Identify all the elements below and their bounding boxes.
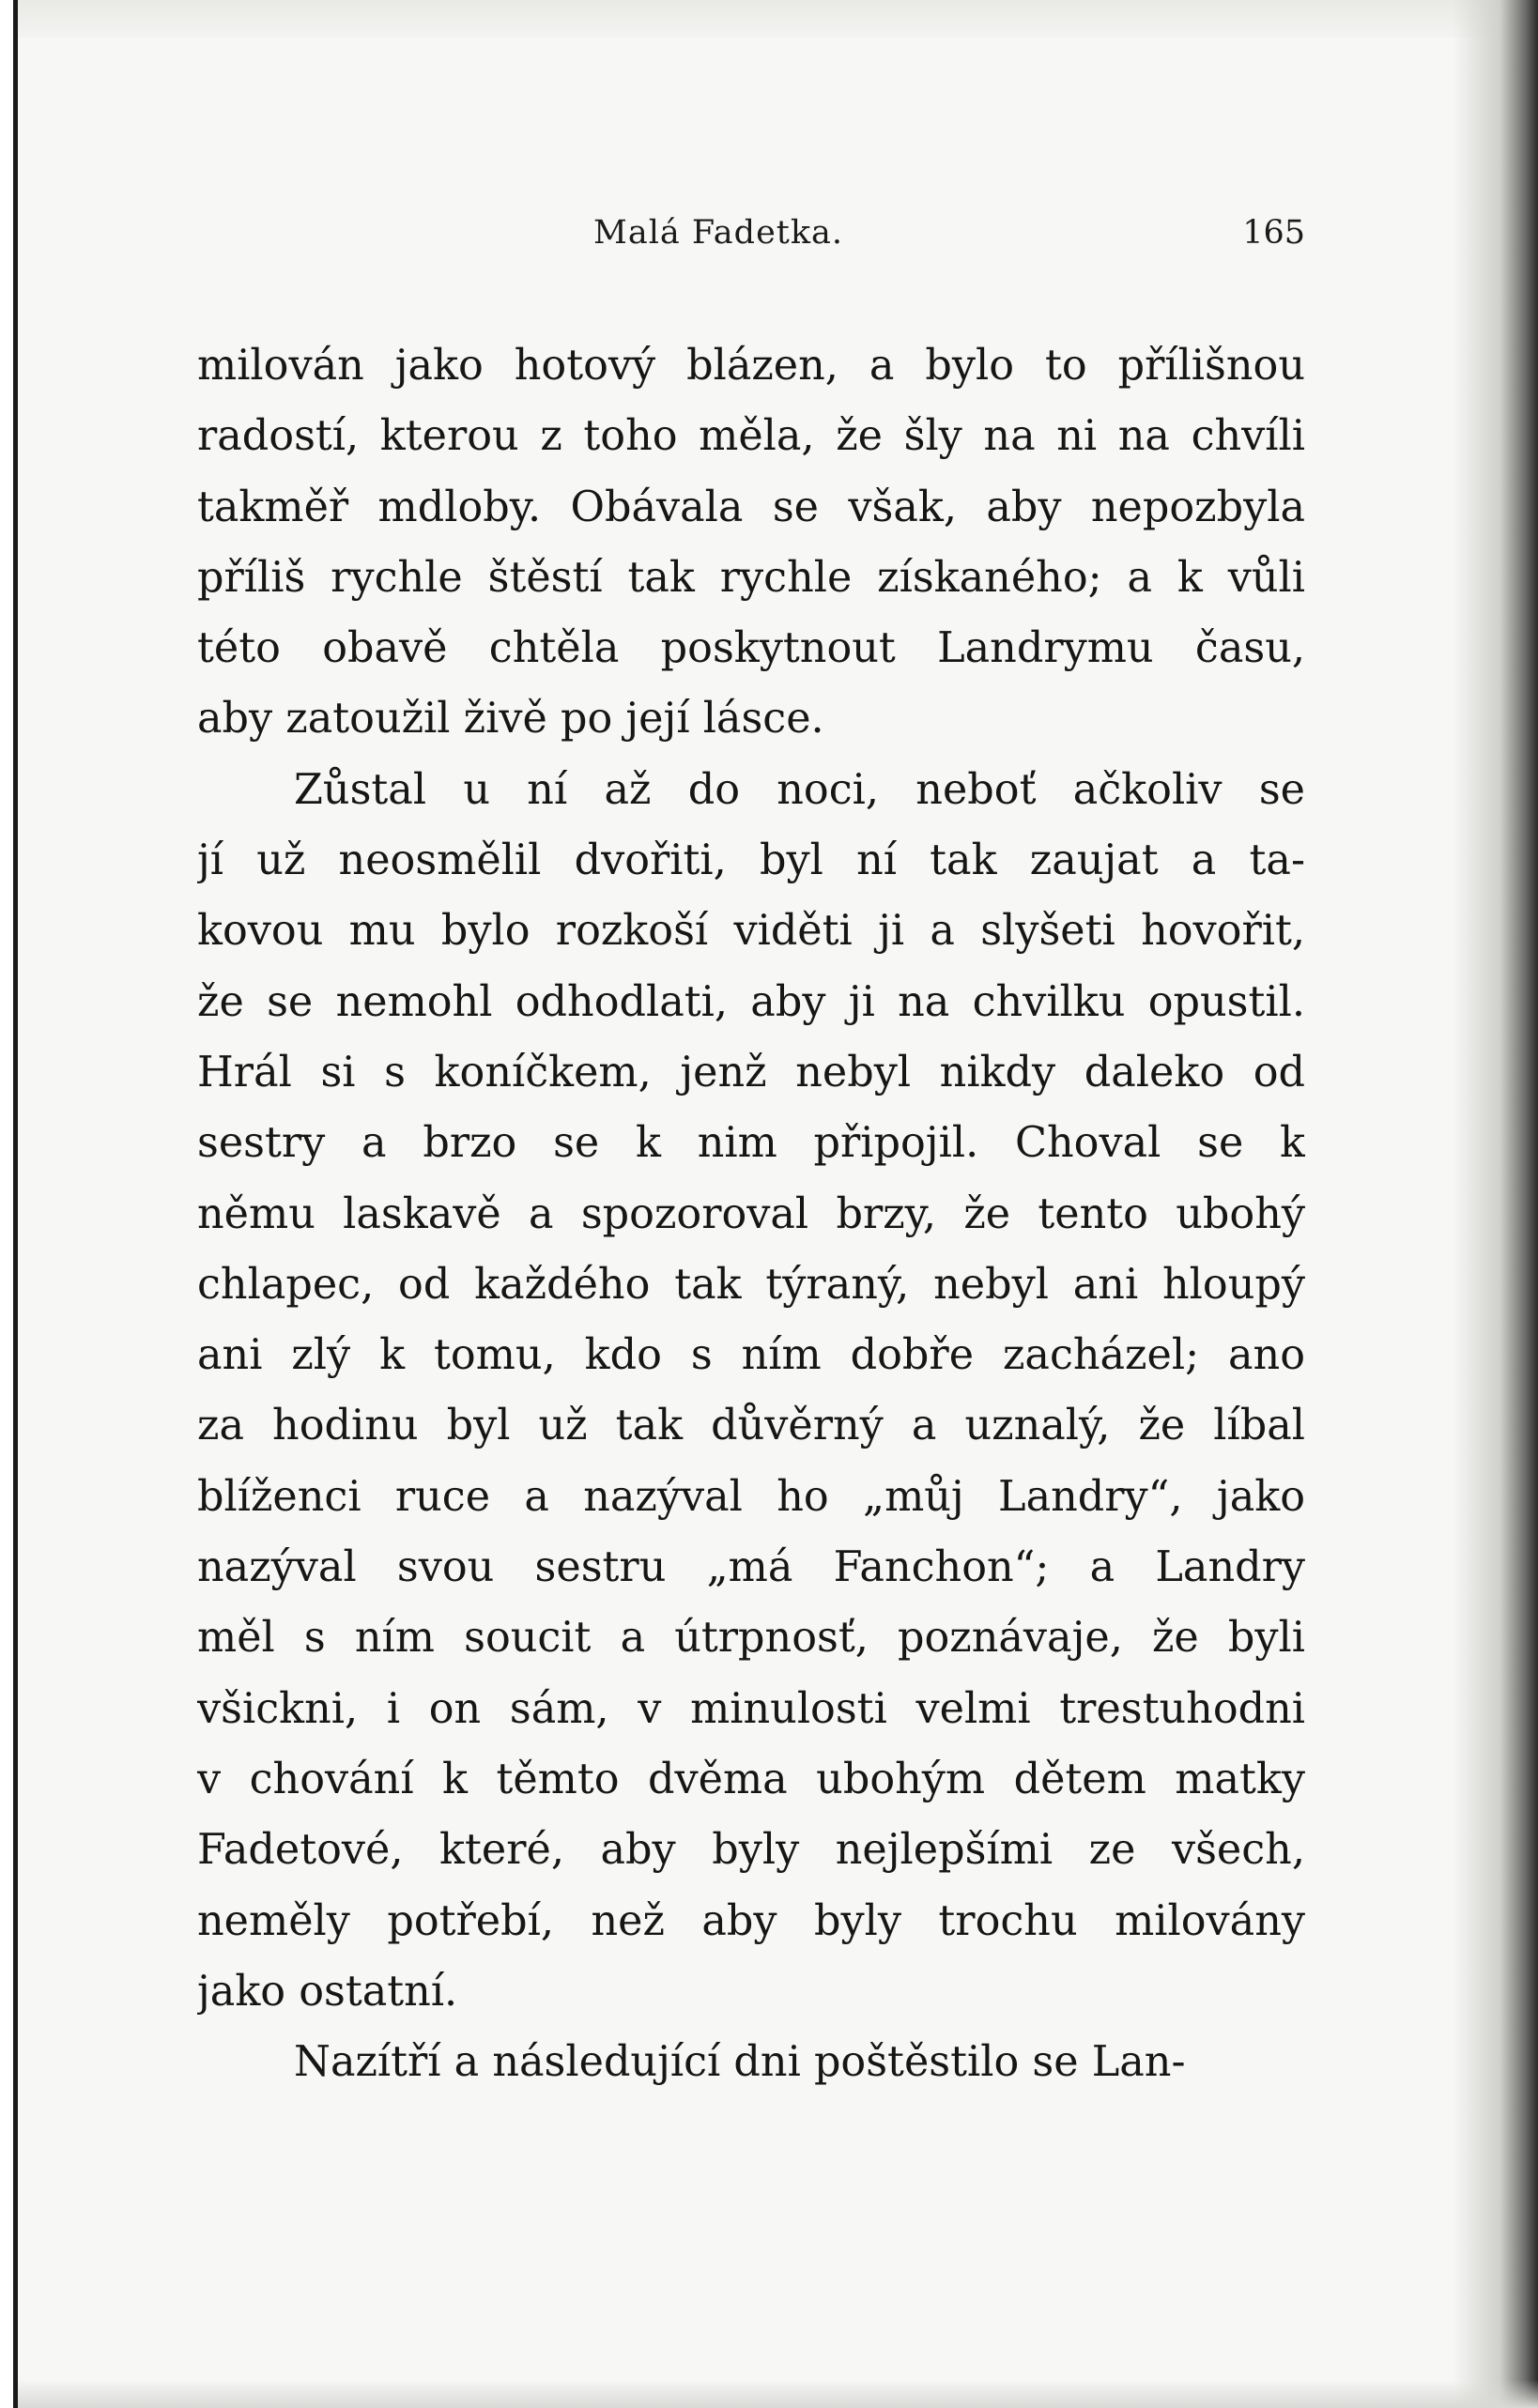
text-line: milován jako hotový blázen, a bylo to přílišnou xyxy=(197,342,1305,390)
text-line: této obavě chtěla poskytnout Landrymu času, xyxy=(197,624,1305,673)
text-line: ani zlý k tomu, kdo s ním dobře zacházel; ano xyxy=(197,1331,1305,1380)
page-bottom-shadow xyxy=(18,2380,1538,2408)
text-line: Fadetové, které, aby byly nejlepšími ze všech, xyxy=(197,1826,1305,1875)
paragraph-last-line: jako ostatní. xyxy=(197,1967,458,2016)
paragraph-last-line: aby zatoužil živě po její lásce. xyxy=(197,695,824,744)
page-right-shadow xyxy=(1453,0,1538,2408)
text-line: všickni, i on sám, v minulosti velmi trestuhodni xyxy=(197,1684,1305,1733)
paragraph-first-line: Zůstal u ní až do noci, neboť ačkoliv se xyxy=(294,765,1305,814)
paragraph-first-line: Nazítří a následující dni poštěstilo se Lan- xyxy=(294,2038,1186,2087)
text-line: měl s ním soucit a útrpnosť, poznávaje, že byli xyxy=(197,1614,1305,1663)
text-line: radostí, kterou z toho měla, že šly na ni na chvíli xyxy=(197,412,1305,461)
text-line: že se nemohl odhodlati, aby ji na chvilku opustil. xyxy=(197,977,1305,1026)
text-line: blíženci ruce a nazýval ho „můj Landry“, jako xyxy=(197,1472,1305,1521)
body-text xyxy=(197,330,1305,2097)
text-line: kovou mu bylo rozkoší viděti ji a slyšeti hovořit, xyxy=(197,907,1305,956)
text-line: neměly potřebí, než aby byly trochu milovány xyxy=(197,1896,1305,1945)
text-line: němu laskavě a spozoroval brzy, že tento ubohý xyxy=(197,1189,1305,1238)
text-line: chlapec, od každého tak týraný, nebyl ani hloupý xyxy=(197,1260,1305,1309)
text-line: příliš rychle štěstí tak rychle získaného; a k vůli xyxy=(197,553,1305,602)
text-line: Hrál si s koníčkem, jenž nebyl nikdy daleko od xyxy=(197,1048,1305,1097)
page-number: 165 xyxy=(1242,214,1305,252)
text-line: v chování k těmto dvěma ubohým dětem matky xyxy=(197,1755,1305,1803)
text-line: jí už neosmělil dvořiti, byl ní tak zaujat a ta- xyxy=(197,836,1305,885)
page-top-shadow xyxy=(18,0,1538,38)
text-line: nazýval svou sestru „má Fanchon“; a Landry xyxy=(197,1543,1305,1592)
text-line: sestry a brzo se k nim připojil. Choval se k xyxy=(197,1119,1305,1168)
running-title: Malá Fadetka. xyxy=(593,214,844,252)
text-line: takměř mdloby. Obávala se však, aby nepozbyla xyxy=(197,483,1305,531)
page-left-edge xyxy=(0,0,18,2408)
text-line: za hodinu byl už tak důvěrný a uznalý, že líbal xyxy=(197,1402,1305,1450)
page-header xyxy=(197,214,1305,263)
